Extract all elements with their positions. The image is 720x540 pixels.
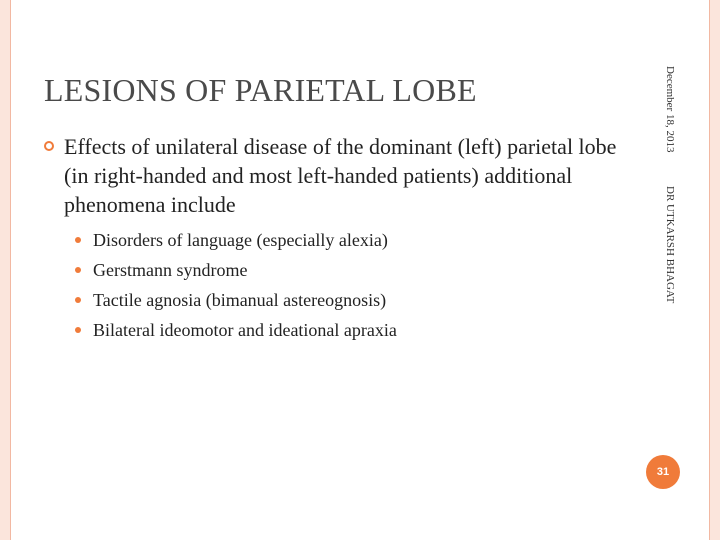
dot-bullet-icon [75, 297, 81, 303]
main-bullet-text: Effects of unilateral disease of the dominant (left) parietal lobe (in right-handed and most left-handed patients) additional phenomena include [64, 134, 617, 217]
slide-border-right [709, 0, 710, 540]
sidebar-date: December 18, 2013 [664, 66, 676, 153]
slide-body [44, 132, 644, 345]
sub-bullet-item [44, 315, 644, 345]
ring-bullet-icon [44, 141, 54, 151]
sub-bullet-list [44, 225, 644, 345]
sub-bullet-item [44, 285, 644, 315]
main-bullet [44, 132, 644, 219]
sub-bullet-text: Disorders of language (especially alexia) [93, 230, 388, 250]
dot-bullet-icon [75, 327, 81, 333]
dot-bullet-icon [75, 237, 81, 243]
sidebar-author: DR UTKARSH BHAGAT [664, 185, 676, 304]
sub-bullet-text: Tactile agnosia (bimanual astereognosis) [93, 290, 387, 310]
slide-sidebar [664, 66, 676, 303]
slide-border-left [10, 0, 11, 540]
page-number-badge: 31 [646, 455, 680, 489]
slide-title: LESIONS OF PARIETAL LOBE [44, 72, 477, 108]
sub-bullet-item [44, 255, 644, 285]
dot-bullet-icon [75, 267, 81, 273]
sub-bullet-text: Gerstmann syndrome [93, 260, 248, 280]
sub-bullet-item [44, 225, 644, 255]
sub-bullet-text: Bilateral ideomotor and ideational apraxia [93, 320, 397, 340]
